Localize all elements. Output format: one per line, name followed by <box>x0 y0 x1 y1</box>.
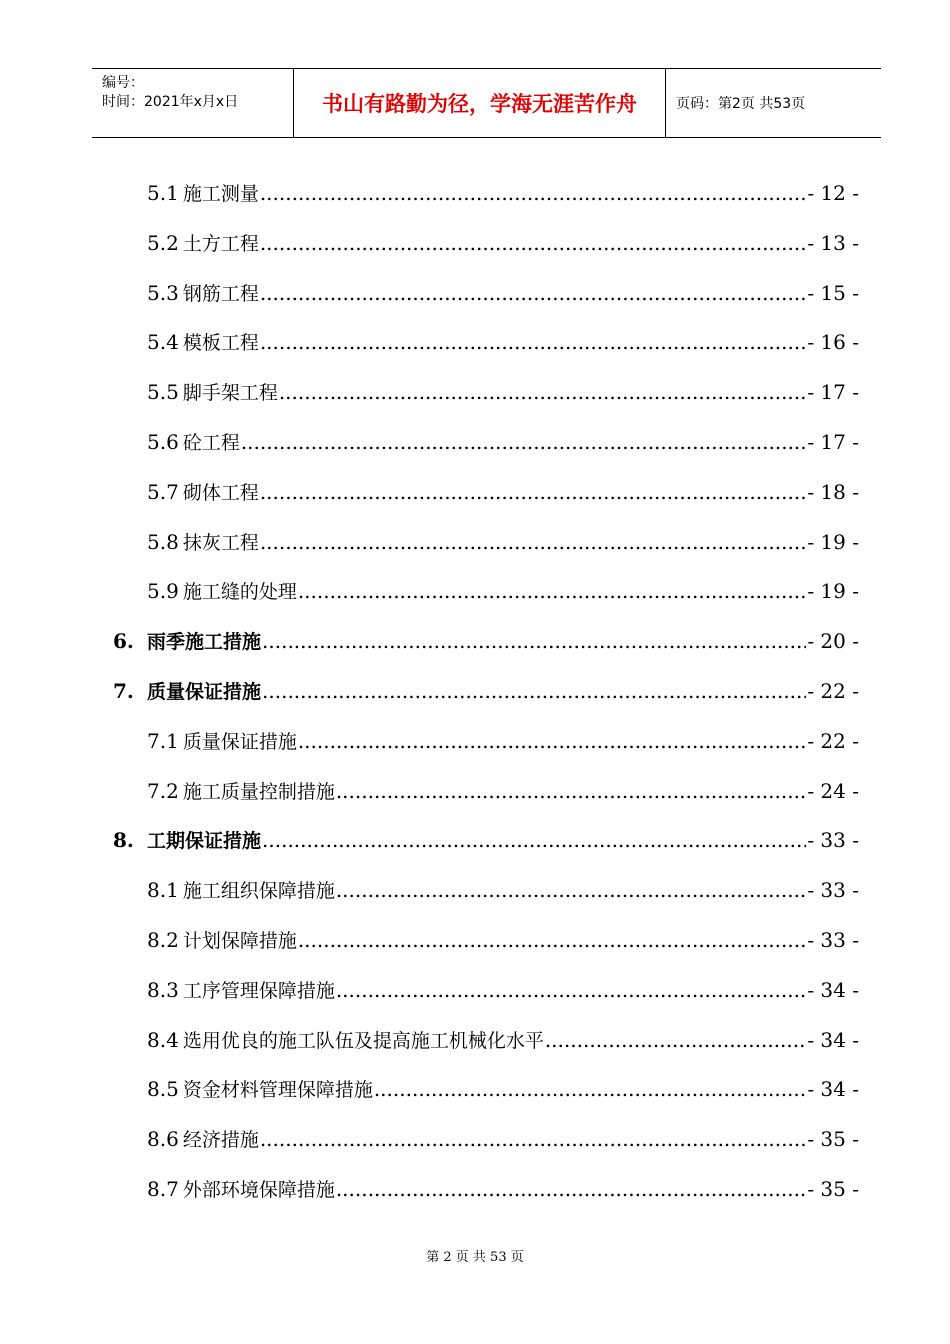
header-time-label: 时间：2021年x月x日 <box>102 94 239 110</box>
toc-entry[interactable] <box>147 1025 859 1055</box>
toc-entry-leader <box>298 726 806 756</box>
toc-entry-page: - 16 - <box>807 330 859 354</box>
toc-entry-number: 7.1 <box>147 729 179 753</box>
toc-entry[interactable] <box>147 975 859 1005</box>
toc-entry-page: - 17 - <box>807 430 859 454</box>
toc-entry-title: 外部环境保障措施 <box>182 1179 335 1201</box>
toc-entry-title: 模板工程 <box>182 332 259 354</box>
header-motto: 书山有路勤为径，学海无涯苦作舟 <box>322 92 637 116</box>
toc-entry-title: 质量保证措施 <box>147 681 262 703</box>
toc-entry-leader <box>260 527 806 557</box>
toc-entry-number: 5.6 <box>147 430 179 454</box>
toc-entry[interactable] <box>147 925 859 955</box>
toc-entry-number: 8.5 <box>147 1077 179 1101</box>
toc-entry-leader <box>262 825 806 855</box>
toc-entry[interactable] <box>113 676 859 706</box>
toc-entry-number: 5.8 <box>147 530 179 554</box>
toc-entry[interactable] <box>147 278 859 308</box>
toc-entry-leader <box>336 1174 806 1204</box>
toc-entry-title: 选用优良的施工队伍及提高施工机械化水平 <box>182 1030 544 1052</box>
toc-entry-number: 8. <box>113 828 134 852</box>
toc-entry-page: - 35 - <box>807 1127 859 1151</box>
toc-entry-number: 8.3 <box>147 978 179 1002</box>
toc-entry-leader <box>260 228 806 258</box>
toc-entry[interactable] <box>147 327 859 357</box>
toc-entry-leader <box>260 1124 806 1154</box>
header-motto-cell <box>293 69 666 137</box>
toc-entry-title: 施工组织保障措施 <box>182 880 335 902</box>
toc-entry-page: - 12 - <box>807 181 859 205</box>
toc-entry[interactable] <box>147 1074 859 1104</box>
toc-entry[interactable] <box>147 477 859 507</box>
toc-entry-page: - 17 - <box>807 380 859 404</box>
toc-entry-page: - 13 - <box>807 231 859 255</box>
toc-entry-page: - 19 - <box>807 579 859 603</box>
toc-entry[interactable] <box>147 228 859 258</box>
toc-entry-leader <box>545 1025 806 1055</box>
toc-entry[interactable] <box>147 1124 859 1154</box>
toc-entry-title: 经济措施 <box>182 1129 259 1151</box>
toc-entry-leader <box>260 477 806 507</box>
toc-entry-number: 5.2 <box>147 231 179 255</box>
toc-entry-leader <box>336 975 806 1005</box>
toc-entry[interactable] <box>147 377 859 407</box>
toc-entry-leader <box>260 327 806 357</box>
toc-entry-title: 质量保证措施 <box>182 731 297 753</box>
toc-entry-number: 8.4 <box>147 1028 179 1052</box>
toc-entry-number: 5.7 <box>147 480 179 504</box>
toc-entry-page: - 20 - <box>807 629 859 653</box>
toc-entry-page: - 34 - <box>807 1077 859 1101</box>
toc-entry-number: 8.2 <box>147 928 179 952</box>
toc-entry-title: 砼工程 <box>182 432 240 454</box>
toc-entry[interactable] <box>147 576 859 606</box>
page-footer: 第 2 页 共 53 页 <box>426 1250 524 1265</box>
toc-entry-title: 雨季施工措施 <box>147 631 262 653</box>
toc-entry-leader <box>260 278 806 308</box>
toc-entry-number: 6. <box>113 629 134 653</box>
toc-entry-title: 脚手架工程 <box>182 382 278 404</box>
toc-entry-number: 5.3 <box>147 281 179 305</box>
header-page-label: 页码：第2页 共53页 <box>676 96 806 112</box>
header-page-cell <box>666 69 881 137</box>
toc-entry-page: - 33 - <box>807 878 859 902</box>
toc-entry-leader <box>336 875 806 905</box>
toc-entry-page: - 15 - <box>807 281 859 305</box>
toc-entry-number: 5.1 <box>147 181 179 205</box>
toc-entry-leader <box>298 576 806 606</box>
header-code-label: 编号： <box>102 75 144 91</box>
toc-entry-leader <box>262 676 806 706</box>
toc-entry-title: 工期保证措施 <box>147 830 262 852</box>
toc-entry-title: 土方工程 <box>182 233 259 255</box>
toc-entry-page: - 33 - <box>807 828 859 852</box>
toc-entry-leader <box>260 178 806 208</box>
toc-entry-leader <box>374 1074 806 1104</box>
toc-entry[interactable] <box>147 178 859 208</box>
toc-entry-number: 5.9 <box>147 579 179 603</box>
toc-entry-title: 计划保障措施 <box>182 930 297 952</box>
toc-entry-number: 5.4 <box>147 330 179 354</box>
toc-entry-page: - 34 - <box>807 978 859 1002</box>
toc-entry[interactable] <box>147 1174 859 1204</box>
toc-entry[interactable] <box>147 726 859 756</box>
toc-entry-page: - 19 - <box>807 530 859 554</box>
toc-entry-page: - 18 - <box>807 480 859 504</box>
toc-entry[interactable] <box>147 527 859 557</box>
toc-entry-leader <box>279 377 806 407</box>
toc-entry-title: 施工测量 <box>182 183 259 205</box>
page-header <box>92 68 881 138</box>
toc-entry-leader <box>262 626 806 656</box>
toc-entry[interactable] <box>113 825 859 855</box>
toc-entry-title: 施工质量控制措施 <box>182 781 335 803</box>
toc-entry[interactable] <box>147 427 859 457</box>
toc-entry-page: - 33 - <box>807 928 859 952</box>
toc-entry-page: - 35 - <box>807 1177 859 1201</box>
toc-entry-page: - 22 - <box>807 679 859 703</box>
toc-entry[interactable] <box>147 776 859 806</box>
toc-entry-number: 8.6 <box>147 1127 179 1151</box>
toc-entry-title: 钢筋工程 <box>182 283 259 305</box>
toc-entry-leader <box>241 427 806 457</box>
toc-entry-page: - 24 - <box>807 779 859 803</box>
toc-entry-leader <box>298 925 806 955</box>
toc-entry[interactable] <box>147 875 859 905</box>
toc-entry-title: 抹灰工程 <box>182 532 259 554</box>
toc-entry-number: 7. <box>113 679 134 703</box>
toc-entry-title: 砌体工程 <box>182 482 259 504</box>
toc-entry-leader <box>336 776 806 806</box>
toc-entry-number: 8.7 <box>147 1177 179 1201</box>
toc-entry-title: 工序管理保障措施 <box>182 980 335 1002</box>
header-info-cell <box>92 69 293 137</box>
toc-entry-number: 8.1 <box>147 878 179 902</box>
toc-entry-number: 5.5 <box>147 380 179 404</box>
toc-entry-page: - 34 - <box>807 1028 859 1052</box>
toc-entry-title: 资金材料管理保障措施 <box>182 1079 373 1101</box>
toc-entry-title: 施工缝的处理 <box>182 581 297 603</box>
toc-entry[interactable] <box>113 626 859 656</box>
toc-entry-page: - 22 - <box>807 729 859 753</box>
toc-entry-number: 7.2 <box>147 779 179 803</box>
